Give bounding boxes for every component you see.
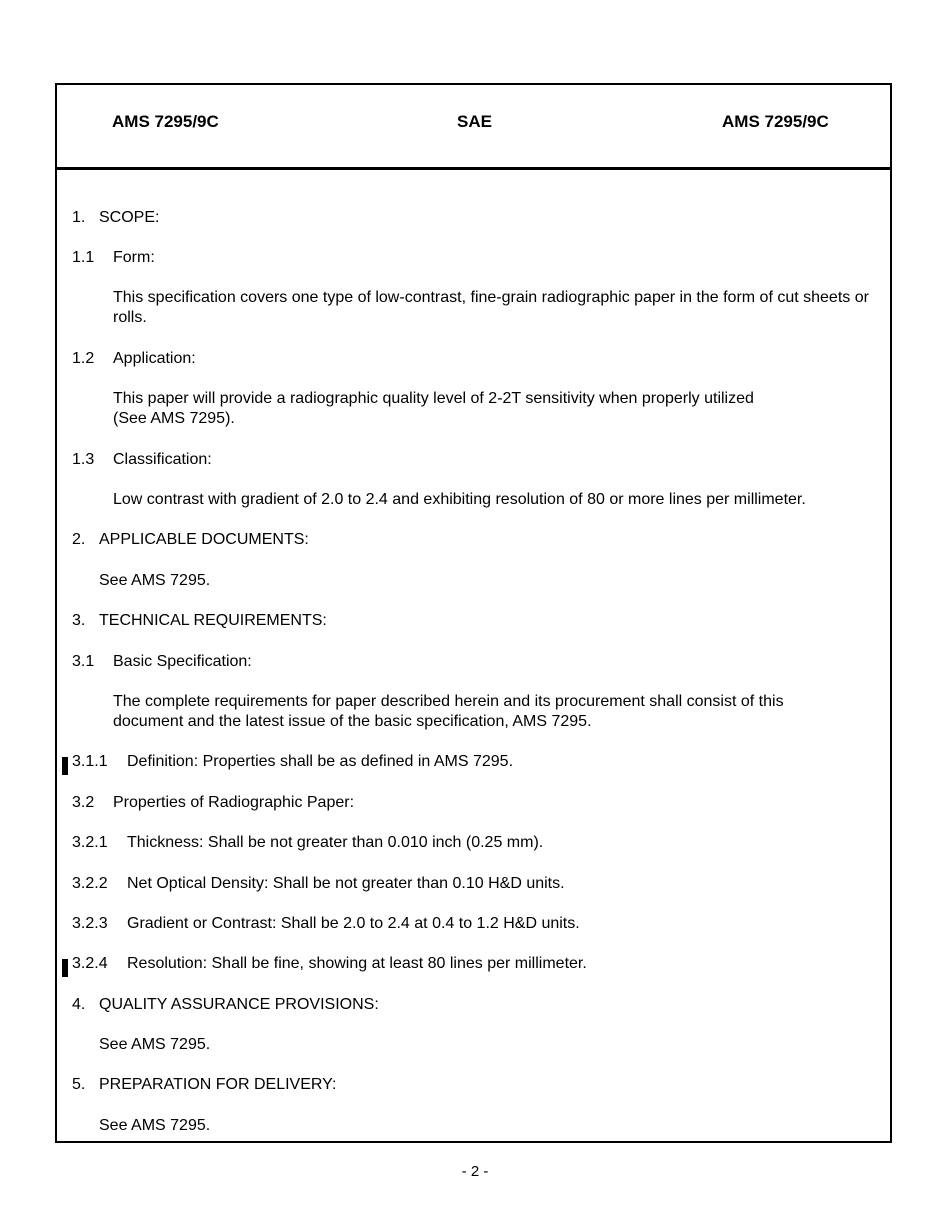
header-doc-id-left: AMS 7295/9C	[112, 112, 219, 131]
section-4-body: See AMS 7295.	[99, 1036, 211, 1053]
section-1-2-body-line-2: (See AMS 7295).	[113, 410, 235, 427]
change-bar-3-1-1	[62, 757, 68, 775]
section-1-1-body: This specification covers one type of low-contrast, fine-grain radiographic paper in the form of cut sheets or rolls.	[113, 289, 869, 326]
section-5-body: See AMS 7295.	[99, 1117, 211, 1134]
document-header	[57, 85, 890, 170]
section-2-body: See AMS 7295.	[99, 572, 211, 589]
header-doc-id-right: AMS 7295/9C	[722, 112, 829, 131]
section-1-2-body-line-1: This paper will provide a radiographic quality level of 2-2T sensitivity when properly utilized	[113, 390, 754, 407]
change-bar-3-2-4	[62, 959, 68, 977]
header-publisher: SAE	[457, 112, 492, 131]
section-1-3-body: Low contrast with gradient of 2.0 to 2.4 and exhibiting resolution of 80 or more lines per millimeter.	[113, 491, 806, 508]
section-3-1-body-line-2: document and the latest issue of the basic specification, AMS 7295.	[113, 713, 592, 730]
page-number: - 2 -	[461, 1163, 489, 1180]
document-frame: AMS 7295/9C SAE AMS 7295/9C 1. SCOPE: 1.1 Form: This specification covers one type of low-contrast, fine-grain radiographic paper in the form of cut sheets or rolls. 1.2 Application: This paper will provide a radiographic quality level of 2-2T sensitivity when properly utilized (See AMS 7295). 1.3 Classification: Low contrast with gradient of 2.0 to 2.4 and exhibiting resolution of 80 or more lines per millimeter. 2. APPLICABLE DOCUMENTS: See AMS 7295. 3. TECHNICAL REQUIREMENTS: 3.1 Basic Specification: The complete requirements for paper described herein and its procurement shall consist of this document and the latest issue of the basic specification, AMS 7295. 3.1.1 Definition: Properties shall be as defined in AMS 7295. 3.2 Properties of Radiographic Paper: 3.2.1 Thickness: Shall be not greater than 0.010 inch (0.25 mm). 3.2.2 Net Optical Density: Shall be not greater than 0.10 H&D units. 3.2.3 Gradient or Contrast: Shall be 2.0 to 2.4 at 0.4 to 1.2 H&D units. 3.2.4 Resolution: Shall be fine, showing at least 80 lines per millimeter. 4. QUALITY ASSURANCE PROVISIONS: See AMS 7295. 5. PREPARATION FOR DELIVERY: See AMS 7295.	[55, 83, 892, 1143]
section-3-1-body-line-1: The complete requirements for paper described herein and its procurement shall consist of this	[113, 693, 784, 710]
